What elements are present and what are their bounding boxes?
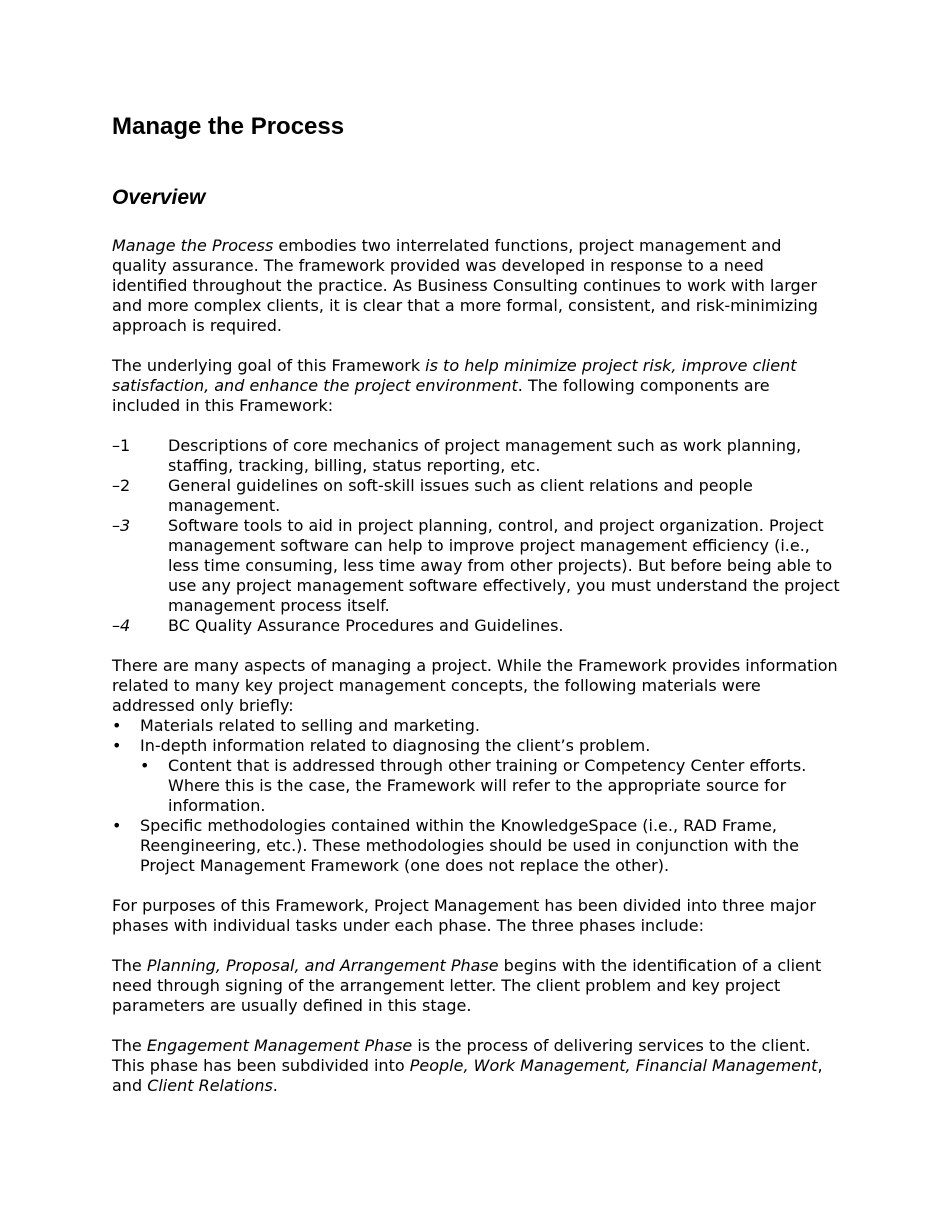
bullet-item [112, 756, 840, 816]
engagement-subdivisions: People, Work Management, Financial Management [409, 1056, 818, 1075]
section-heading: Overview [112, 186, 206, 209]
document-body [112, 113, 840, 1116]
planning-phase-paragraph [112, 956, 840, 1016]
bullet-text: Materials related to selling and marketing. [140, 716, 480, 735]
list-number: –3 [112, 516, 131, 535]
engagement-phase-paragraph [112, 1036, 840, 1096]
list-item-text: Descriptions of core mechanics of project management such as work planning, staffing, tracking, billing, status reporting, etc. [168, 436, 802, 475]
list-number-italic: 3 [120, 516, 131, 535]
list-number: –2 [112, 476, 131, 495]
engagement-text-c: , and [112, 1056, 823, 1095]
goal-paragraph [112, 356, 840, 416]
bullet-text: Specific methodologies contained within the KnowledgeSpace (i.e., RAD Frame, Reengineering, etc.). These methodologies should be used in conjunction with the Project Management Framework (one does not replace the other). [140, 816, 799, 875]
intro-lead-italic: Manage the Process [112, 236, 274, 255]
bullet-icon: • [140, 756, 150, 775]
engagement-phase-name: Engagement Management Phase [146, 1036, 413, 1055]
goal-text-b: . The following components are included in this Framework: [112, 376, 770, 415]
aspects-paragraph: There are many aspects of managing a project. While the Framework provides information related to many key project management concepts, the following materials were addressed only briefly: [112, 656, 838, 715]
planning-text-a: The [112, 956, 147, 975]
list-number: –1 [112, 436, 131, 455]
goal-text-a: The underlying goal of this Framework [112, 356, 426, 375]
list-item-text: General guidelines on soft-skill issues such as client relations and people management. [168, 476, 753, 515]
planning-text-b: begins with the identification of a client need through signing of the arrangement letter. The client problem and key project parameters are usually defined in this stage. [112, 956, 822, 1015]
list-item [112, 476, 840, 516]
bullet-item [112, 716, 840, 736]
intro-text: embodies two interrelated functions, project management and quality assurance. The framework provided was developed in response to a need identified throughout the practice. As Business Consulting continues to work with larger and more complex clients, it is clear that a more formal, consistent, and risk-minimizing approach is required. [112, 236, 818, 335]
list-number-italic: 4 [120, 616, 131, 635]
list-item [112, 436, 840, 476]
list-number: –4 [112, 616, 131, 635]
list-item-text: BC Quality Assurance Procedures and Guidelines. [168, 616, 564, 635]
intro-paragraph [112, 236, 840, 336]
engagement-text-a: The [112, 1036, 147, 1055]
engagement-text-d: . [272, 1076, 278, 1095]
bullet-icon: • [112, 736, 122, 755]
bullet-text: In-depth information related to diagnosing the client’s problem. [140, 736, 651, 755]
engagement-text-b: is the process of delivering services to the client. This phase has been subdivided into [112, 1036, 811, 1075]
list-item-text: Software tools to aid in project planning, control, and project organization. Project management software can help to improve project management efficiency (i.e., less time consuming, less time away from other projects). But before being able to use any project management software effectively, you must understand the project management process itself. [168, 516, 840, 615]
page-title: Manage the Process [112, 113, 345, 140]
list-item [112, 516, 840, 616]
engagement-client-relations: Client Relations [147, 1076, 273, 1095]
goal-text-italic: is to help minimize project risk, improve client satisfaction, and enhance the project environment [112, 356, 797, 395]
phases-paragraph: For purposes of this Framework, Project Management has been divided into three major phases with individual tasks under each phase. The three phases include: [112, 896, 816, 935]
list-item [112, 616, 840, 636]
bullet-icon: • [112, 816, 122, 835]
bullet-item [112, 816, 840, 876]
bullet-icon: • [112, 716, 122, 735]
bullet-text: Content that is addressed through other training or Competency Center efforts. Where this is the case, the Framework will refer to the appropriate source for information. [168, 756, 807, 815]
bullet-item [112, 736, 840, 756]
planning-phase-name: Planning, Proposal, and Arrangement Phase [146, 956, 499, 975]
components-list [112, 436, 840, 636]
bullet-list [112, 716, 840, 876]
